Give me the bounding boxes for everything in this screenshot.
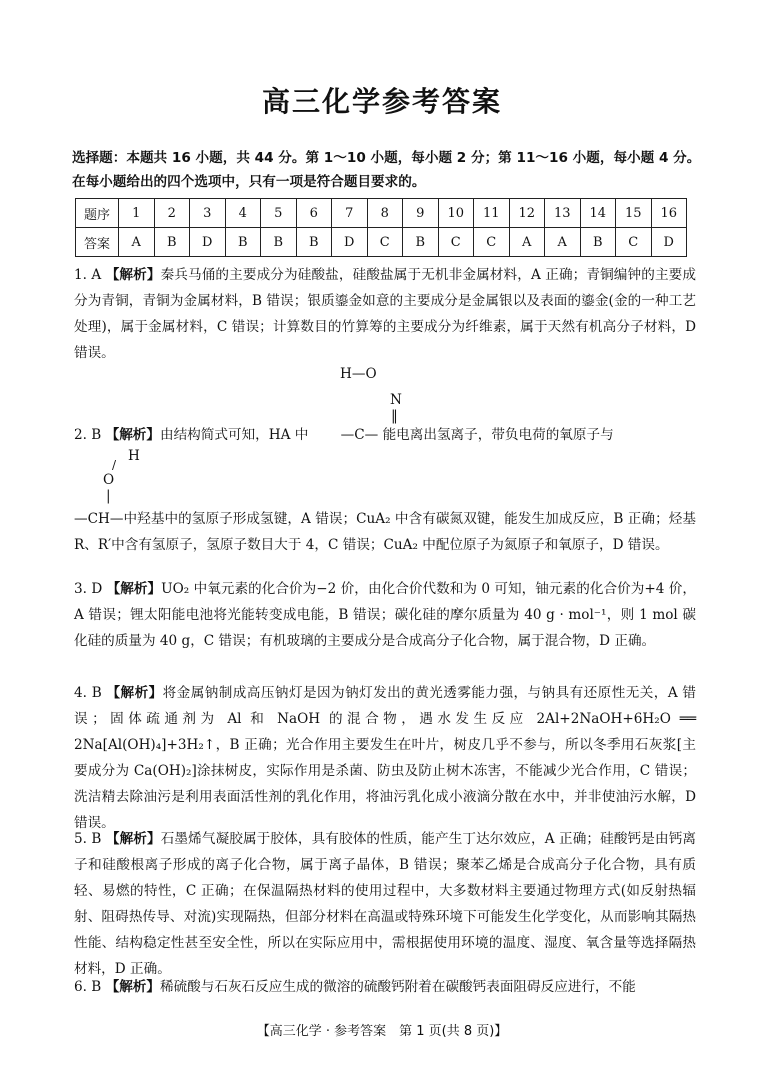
table-cell: 13 — [545, 199, 581, 228]
table-cell: 11 — [474, 199, 510, 228]
page-title: 高三化学参考答案 — [261, 85, 502, 118]
table-cell: 4 — [225, 199, 261, 228]
item-tag: 【解析】 — [105, 831, 161, 847]
table-cell: 3 — [190, 199, 226, 228]
item-tag: 【解析】 — [105, 427, 160, 443]
answer-item-4 — [74, 680, 696, 836]
answer-item-3 — [74, 576, 696, 654]
answer-item-6 — [74, 974, 696, 1000]
table-cell: A — [119, 228, 155, 257]
answer-item-2-line2 — [74, 506, 696, 558]
structure-oh-h: H — [128, 448, 140, 464]
item-text: 中羟基中的氢原子形成氢键，A 错误；CuA₂ 中含有碳氮双键，能发生加成反应，B 正确；烃基 R、R′中含有氢原子，氢原子数目大于 4，C 错误；CuA₂ 中配位原子为氮原子和氧原子，D 错误。 — [74, 511, 696, 553]
item-text: 能电离出氢离子，带负电荷的氧原子与 — [382, 427, 614, 443]
table-cell: B — [580, 228, 616, 257]
table-cell: D — [651, 228, 687, 257]
table-cell: C — [474, 228, 510, 257]
item-number: 5. B — [74, 831, 102, 847]
table-cell: 5 — [261, 199, 297, 228]
table-cell: D — [332, 228, 368, 257]
table-cell: B — [225, 228, 261, 257]
table-header-numbers: 题序 — [76, 199, 119, 228]
structure-oh-o: O — [103, 472, 115, 488]
table-cell: 10 — [438, 199, 474, 228]
answer-item-2-line1 — [74, 422, 696, 448]
item-tag: 【解析】 — [106, 685, 163, 701]
table-cell: A — [545, 228, 581, 257]
table-cell: 9 — [403, 199, 439, 228]
structure-hon-n: N — [390, 392, 402, 408]
item-text: 石墨烯气凝胶属于胶体，具有胶体的性质，能产生丁达尔效应，A 正确；硅酸钙是由钙离子和硅酸根离子形成的离子化合物，属于离子晶体，B 错误；聚苯乙烯是合成高分子化合物，具有质轻、易燃的特性，C 正确；在保温隔热材料的使用过程中，大多数材料主要通过物理方式(如反射热辐射、阻碍热传导、对流)实现隔热，但部分材料在高温或特殊环境下可能发生化学变化，从而影响其隔热性能、结构稳定性甚至安全性，所以在实际应用中，需根据使用环境的温度、湿度、氧含量等选择隔热材料，D 正确。 — [74, 831, 697, 977]
item-number: 6. B — [74, 979, 102, 995]
table-cell: 7 — [332, 199, 368, 228]
structure-hon-top: H—O — [340, 366, 377, 382]
item-number: 1. A — [74, 267, 102, 283]
structure-oh-vbond: | — [106, 488, 111, 504]
table-cell: D — [190, 228, 226, 257]
table-row-numbers — [76, 199, 687, 228]
table-cell: 12 — [509, 199, 545, 228]
table-header-answers: 答案 — [76, 228, 119, 257]
table-cell: 6 — [296, 199, 332, 228]
table-cell: 15 — [616, 199, 652, 228]
table-cell: A — [509, 228, 545, 257]
item-tag: 【解析】 — [105, 979, 160, 995]
table-row-answers — [76, 228, 687, 257]
item-text: UO₂ 中氧元素的化合价为−2 价，由化合价代数和为 0 可知，铀元素的化合价为+4 价，A 错误；锂太阳能电池将光能转变成电能，B 错误；碳化硅的摩尔质量为 40 g · mol⁻¹，则 1 mol 碳化硅的质量为 40 g，C 错误；有机玻璃的主要成分是合成高分子化合物，属于混合物，D 正确。 — [74, 581, 696, 649]
table-cell: B — [296, 228, 332, 257]
intro-text: 选择题：本题共 16 小题，共 44 分。第 1～10 小题，每小题 2 分；第 11～16 小题，每小题 4 分。在每小题给出的四个选项中，只有一项是符合题目要求的。 — [72, 150, 701, 190]
table-cell: 2 — [154, 199, 190, 228]
item-text: 秦兵马俑的主要成分为硅酸盐，硅酸盐属于无机非金属材料，A 正确；青铜编钟的主要成分为青铜，青铜为金属材料，B 错误；银质鎏金如意的主要成分是金属银以及表面的鎏金(金的一种工艺处理)，属于金属材料，C 错误；计算数目的竹算筹的主要成分为纤维素，属于天然有机高分子材料，D 错误。 — [74, 267, 696, 361]
item-number: 3. D — [74, 581, 103, 597]
table-cell: B — [403, 228, 439, 257]
table-cell: C — [367, 228, 403, 257]
page-footer: 【高三化学 · 参考答案 第 1 页(共 8 页)】 — [256, 1024, 508, 1039]
table-cell: 14 — [580, 199, 616, 228]
item-number: 4. B — [74, 685, 102, 701]
answer-table — [75, 198, 687, 257]
answer-item-5 — [74, 826, 696, 982]
structure-hon-c: —C— — [340, 427, 379, 443]
table-cell: B — [261, 228, 297, 257]
structure-oh-bond: / — [112, 458, 117, 472]
table-cell: B — [154, 228, 190, 257]
item-text: 由结构简式可知，HA 中 — [159, 427, 309, 443]
structure-hon-bond: ‖ — [391, 408, 398, 424]
table-cell: C — [438, 228, 474, 257]
table-cell: 16 — [651, 199, 687, 228]
item-tag: 【解析】 — [105, 267, 161, 283]
table-cell: 8 — [367, 199, 403, 228]
item-number: 2. B — [74, 427, 102, 443]
table-cell: 1 — [119, 199, 155, 228]
answer-item-1 — [74, 262, 696, 366]
structure-oh-ch: —CH— — [74, 511, 124, 527]
item-text: 将金属钠制成高压钠灯是因为钠灯发出的黄光透雾能力强，与钠具有还原性无关，A 错误；固体疏通剂为 Al 和 NaOH 的混合物，遇水发生反应 2Al+2NaOH+6H₂O ══ 2Na[Al(OH)₄]+3H₂↑，B 正确；光合作用主要发生在叶片，树皮几乎不参与，所以冬季用石灰浆[主要成分为 Ca(OH)₂]涂抹树皮，实际作用是杀菌、防虫及防止树木冻害，不能减少光合作用，C 错误；洗洁精去除油污是利用表面活性剂的乳化作用，将油污乳化成小液滴分散在水中，并非使油污水解，D 错误。 — [74, 685, 697, 831]
item-text: 稀硫酸与石灰石反应生成的微溶的硫酸钙附着在碳酸钙表面阻碍反应进行，不能 — [159, 979, 636, 995]
item-tag: 【解析】 — [106, 581, 162, 597]
table-cell: C — [616, 228, 652, 257]
